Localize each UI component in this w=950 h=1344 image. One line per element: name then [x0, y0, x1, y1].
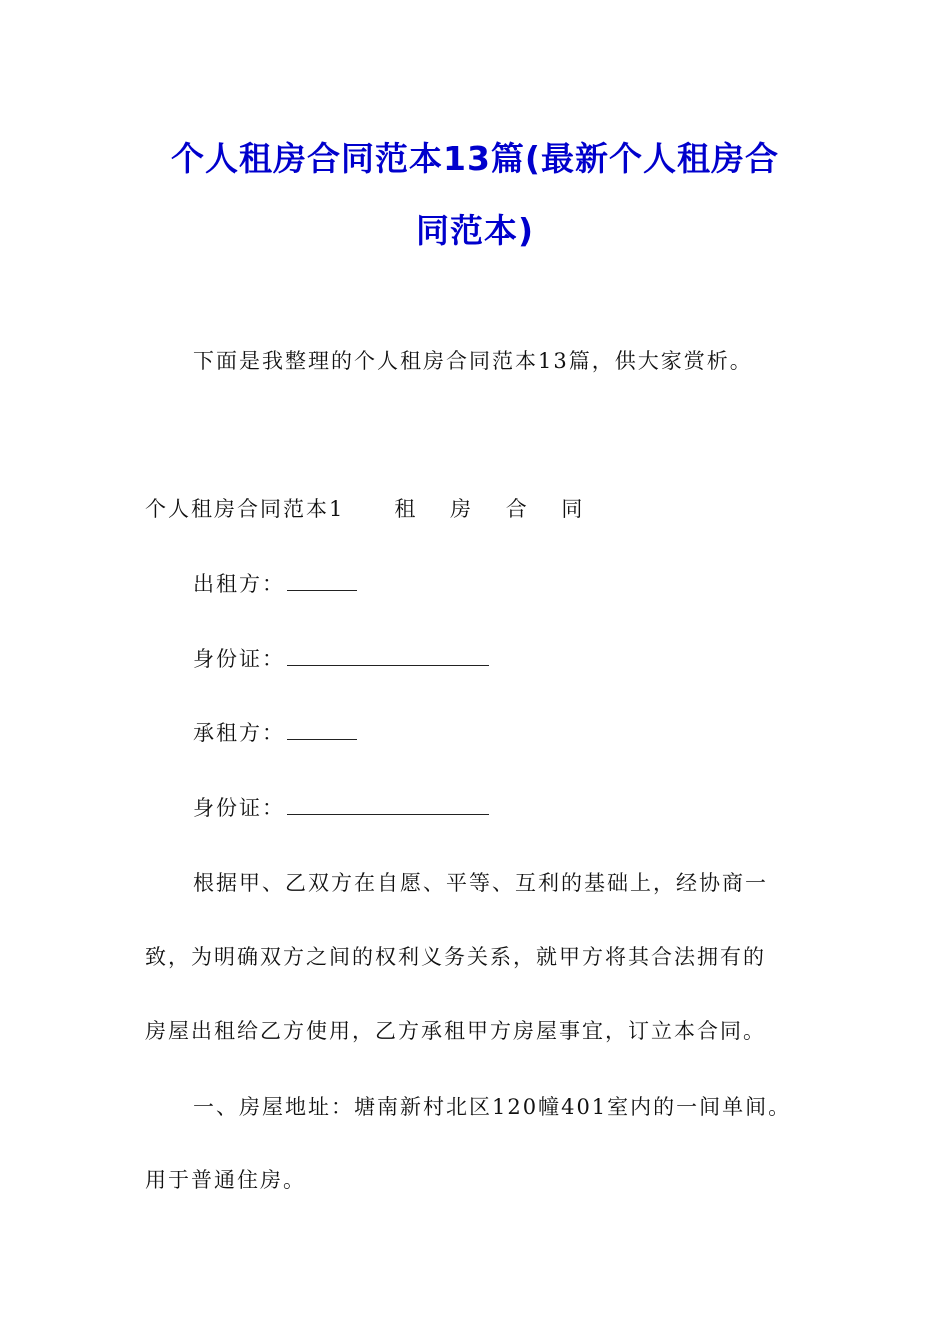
lessee-id-row: [193, 793, 489, 823]
section-heading-row: [145, 494, 596, 524]
lessee-id-label: 身份证：: [193, 796, 285, 820]
lessee-id-blank: [287, 796, 489, 815]
lessee-row: [193, 718, 357, 748]
lessor-id-row: [193, 644, 489, 674]
document-title-line2: 同范本): [415, 211, 535, 250]
lessor-id-label: 身份证：: [193, 647, 285, 671]
contract-title: 租 房 合 同: [394, 497, 597, 521]
clause1-line2: 用于普通住房。: [145, 1168, 306, 1192]
lessee-blank: [287, 721, 357, 740]
clause1-line1: 一、房屋地址：塘南新村北区120幢401室内的一间单间。: [193, 1095, 792, 1119]
paragraph1-line2: 致，为明确双方之间的权利义务关系，就甲方将其合法拥有的: [145, 945, 766, 969]
lessor-label: 出租方：: [193, 572, 285, 596]
intro-text: 下面是我整理的个人租房合同范本13篇，供大家赏析。: [193, 349, 753, 373]
paragraph1-line3: 房屋出租给乙方使用，乙方承租甲方房屋事宜，订立本合同。: [145, 1019, 766, 1043]
lessee-label: 承租方：: [193, 721, 285, 745]
lessor-row: [193, 569, 357, 599]
lessor-blank: [287, 572, 357, 591]
document-title-line1: 个人租房合同范本13篇(最新个人租房合: [170, 139, 779, 178]
lessor-id-blank: [287, 647, 489, 666]
section-heading: 个人租房合同范本1: [145, 497, 345, 521]
paragraph1-line1: 根据甲、乙双方在自愿、平等、互利的基础上，经协商一: [193, 871, 768, 895]
